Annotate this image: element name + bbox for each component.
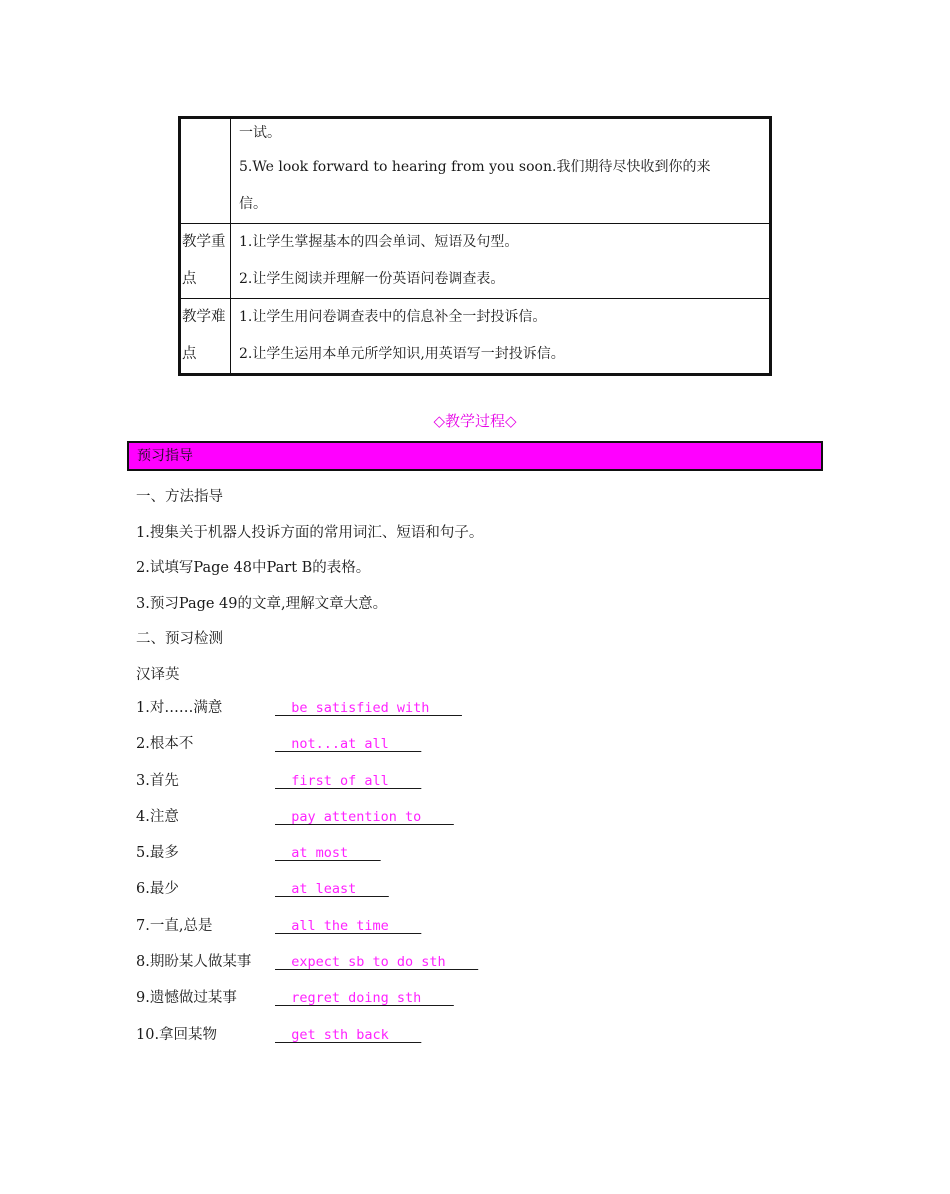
label-line: 教学难 <box>182 309 226 325</box>
table-row <box>180 299 771 375</box>
row-label-key-points <box>180 224 231 299</box>
vocab-answer: regret doing sth <box>275 990 454 1007</box>
vocab-answer: at least <box>275 881 389 898</box>
vocab-item <box>136 763 836 799</box>
vocab-answer: pay attention to <box>275 808 454 825</box>
section-title: ◇教学过程◇ <box>433 412 517 430</box>
row-label-difficult-points <box>180 299 231 375</box>
objectives-table <box>178 116 772 376</box>
content-line: 2.让学生运用本单元所学知识,用英语写一封投诉信。 <box>239 346 565 362</box>
content-line: 1.让学生掌握基本的四会单词、短语及句型。 <box>239 234 519 250</box>
paragraph-line: 1.搜集关于机器人投诉方面的常用词汇、短语和句子。 <box>136 524 484 541</box>
paragraph-line: 2.试填写Page 48中Part B的表格。 <box>136 560 371 576</box>
vocab-answer: all the time <box>275 917 422 934</box>
vocab-answer: not...at all <box>275 736 422 753</box>
vocab-chinese: 8.期盼某人做某事 <box>136 954 252 971</box>
preview-guidance <box>136 480 836 693</box>
vocab-chinese: 9.遗憾做过某事 <box>136 990 237 1007</box>
table-row <box>180 224 771 299</box>
label-line: 点 <box>182 271 197 287</box>
paragraph-line: 3.预习Page 49的文章,理解文章大意。 <box>136 595 388 612</box>
table-row <box>180 118 771 224</box>
vocab-chinese: 6.最少 <box>136 881 179 898</box>
vocab-item <box>136 944 836 980</box>
row-content <box>231 224 771 299</box>
row-label-empty <box>180 118 231 224</box>
vocab-chinese: 7.一直,总是 <box>136 917 213 934</box>
paragraph-line: 一、方法指导 <box>136 489 223 505</box>
vocab-chinese: 5.最多 <box>136 845 179 862</box>
content-line: 5.We look forward to hearing from you soon.我们期待尽快收到你的来 <box>239 159 711 175</box>
vocab-item <box>136 799 836 835</box>
vocab-item <box>136 980 836 1016</box>
row-content <box>231 118 771 224</box>
vocab-chinese: 10.拿回某物 <box>136 1026 218 1043</box>
section-banner: 预习指导 <box>127 441 823 471</box>
vocab-item <box>136 908 836 944</box>
content-line: 2.让学生阅读并理解一份英语问卷调查表。 <box>239 271 505 287</box>
label-line: 点 <box>182 346 197 362</box>
vocab-list <box>136 690 836 1053</box>
paragraph-line: 二、预习检测 <box>136 631 223 647</box>
content-line: 1.让学生用问卷调查表中的信息补全一封投诉信。 <box>239 309 547 325</box>
content-line: 一试。 <box>239 125 281 141</box>
row-content <box>231 299 771 375</box>
vocab-item <box>136 871 836 907</box>
vocab-item <box>136 835 836 871</box>
vocab-item <box>136 690 836 726</box>
paragraph-line: 汉译英 <box>136 666 180 683</box>
vocab-item <box>136 1017 836 1053</box>
content-line: 信。 <box>239 196 267 212</box>
vocab-chinese: 3.首先 <box>136 772 179 789</box>
vocab-item <box>136 726 836 762</box>
vocab-answer: be satisfied with <box>275 700 462 716</box>
vocab-answer: expect sb to do sth <box>275 954 479 971</box>
vocab-chinese: 1.对……满意 <box>136 700 223 716</box>
vocab-answer: first of all <box>275 772 422 789</box>
label-line: 教学重 <box>182 234 226 250</box>
vocab-chinese: 4.注意 <box>136 808 179 825</box>
vocab-answer: get sth back <box>275 1026 422 1043</box>
vocab-answer: at most <box>275 845 381 862</box>
vocab-chinese: 2.根本不 <box>136 736 194 753</box>
